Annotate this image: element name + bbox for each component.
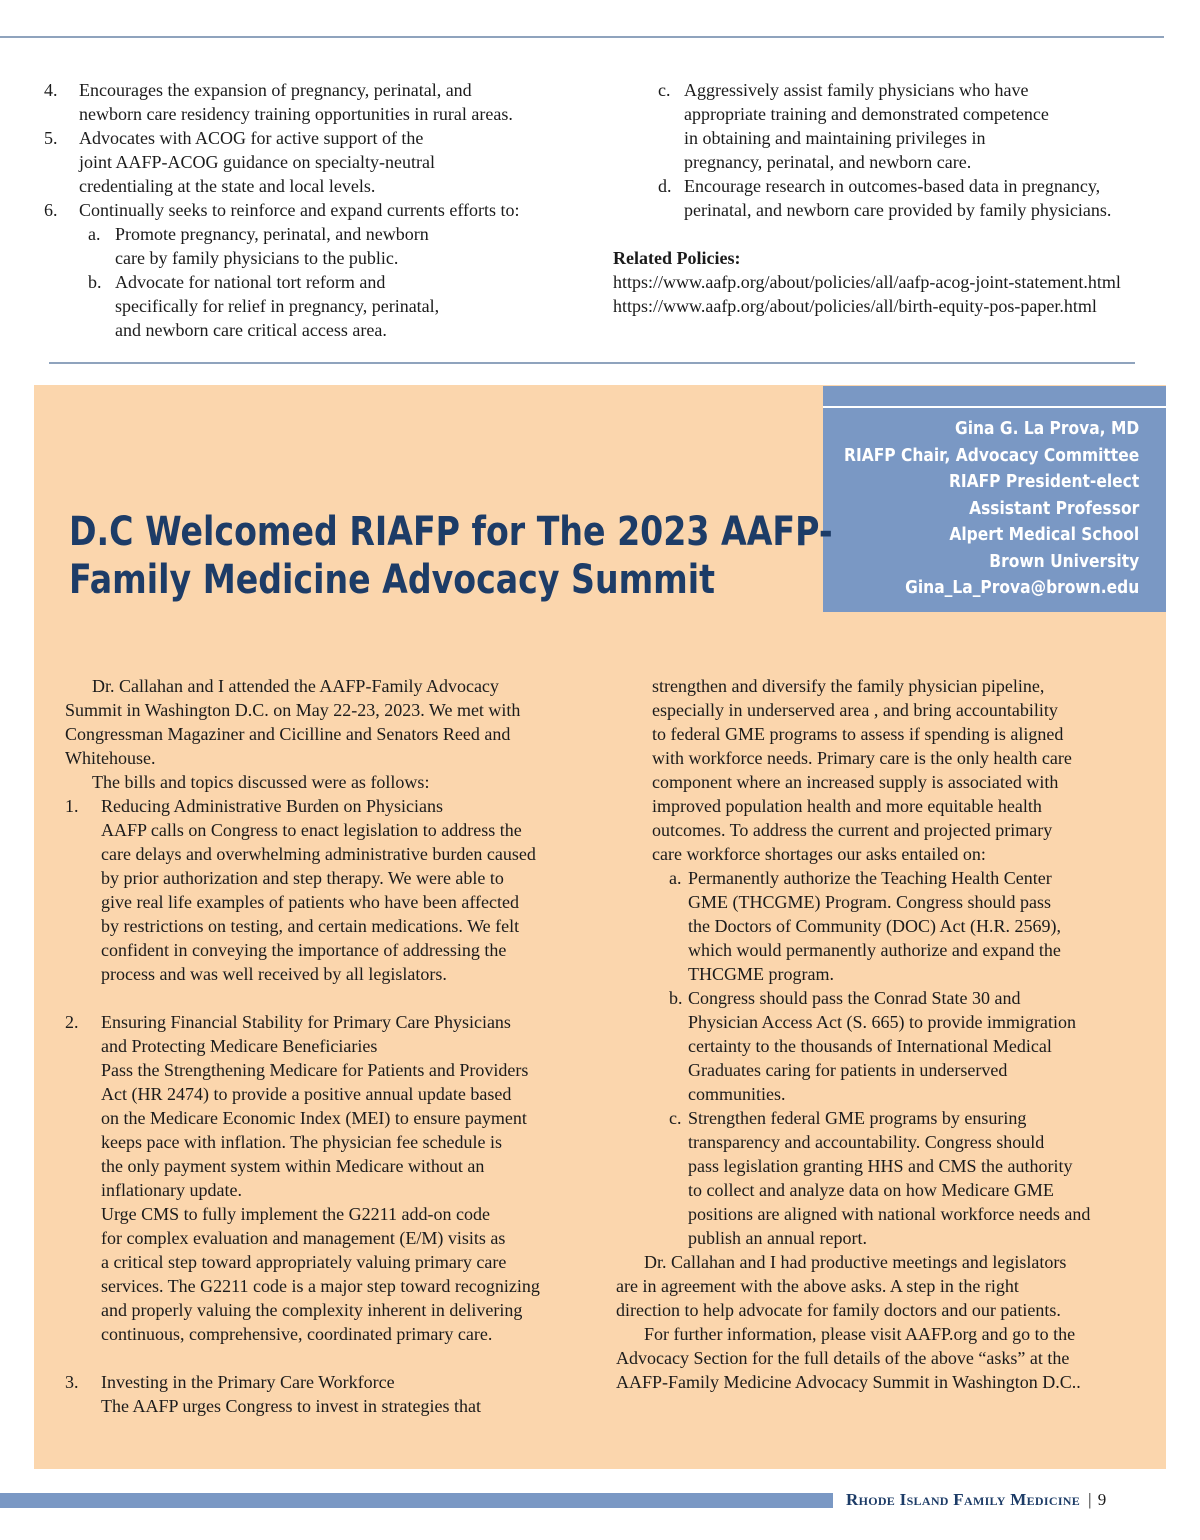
body-line: Advocacy Section for the full details of the above “asks” at the: [616, 1348, 1070, 1368]
item-line: in obtaining and maintaining privileges in: [684, 128, 986, 148]
item-line: give real life examples of patients who have been affected: [101, 892, 519, 912]
related-policy-link[interactable]: https://www.aafp.org/about/policies/all/birth-equity-pos-paper.html: [613, 296, 1097, 316]
item-line: which would permanently authorize and expand the: [688, 940, 1061, 960]
item-line: AAFP calls on Congress to enact legislation to address the: [101, 820, 522, 840]
item-line: on the Medicare Economic Index (MEI) to ensure payment: [101, 1108, 527, 1128]
item-line: perinatal, and newborn care provided by family physicians.: [684, 200, 1112, 220]
body-line: to federal GME programs to assess if spending is aligned: [652, 724, 1064, 744]
body-line: AAFP-Family Medicine Advocacy Summit in Washington D.C..: [616, 1372, 1081, 1392]
item-number: 3.: [65, 1372, 79, 1392]
author-role: RIAFP President-elect: [948, 471, 1139, 492]
item-line: Act (HR 2474) to provide a positive annual update based: [101, 1084, 512, 1104]
item-number: 4.: [44, 80, 58, 100]
item-line: Promote pregnancy, perinatal, and newborn: [115, 224, 429, 244]
item-line: specifically for relief in pregnancy, perinatal,: [115, 296, 440, 316]
body-line: improved population health and more equitable health: [652, 796, 1042, 816]
item-line: by restrictions on testing, and certain medications. We felt: [101, 916, 520, 936]
article-title-line: D.C Welcomed RIAFP for The 2023 AAFP-: [69, 509, 833, 555]
item-number: 6.: [44, 200, 58, 220]
item-line: pregnancy, perinatal, and newborn care.: [684, 152, 972, 172]
item-line: joint AAFP-ACOG guidance on specialty-neutral: [79, 152, 435, 172]
body-line: are in agreement with the above asks. A step in the right: [616, 1276, 1019, 1296]
body-line: For further information, please visit AAFP.org and go to the: [644, 1324, 1076, 1344]
item-line: Continually seeks to reinforce and expand currents efforts to:: [79, 200, 520, 220]
item-letter: d.: [658, 176, 672, 196]
body-line: Dr. Callahan and I had productive meetings and legislators: [644, 1252, 1067, 1272]
item-line: Congress should pass the Conrad State 30 and: [688, 988, 1021, 1008]
author-box-rule: [823, 406, 1166, 408]
item-line: care delays and overwhelming administrative burden caused: [101, 844, 536, 864]
item-line: the Doctors of Community (DOC) Act (H.R. 2569),: [688, 916, 1061, 936]
item-line: confident in conveying the importance of addressing the: [101, 940, 507, 960]
author-name: Gina G. La Prova, MD: [954, 418, 1139, 439]
author-info: [844, 416, 1139, 602]
author-box: [823, 386, 1166, 612]
author-org: Brown University: [989, 550, 1139, 572]
publication-name: Rhode Island Family Medicine: [846, 1490, 1081, 1509]
item-letter: b.: [669, 988, 683, 1008]
body-line: direction to help advocate for family doctors and our patients.: [616, 1300, 1061, 1320]
item-line: Strengthen federal GME programs by ensuring: [688, 1108, 1027, 1128]
item-line: and properly valuing the complexity inherent in delivering: [101, 1300, 523, 1320]
item-number: 5.: [44, 128, 58, 148]
item-line: continuous, comprehensive, coordinated primary care.: [101, 1324, 493, 1344]
ask-subitem-a: [616, 866, 1081, 986]
item-line: publish an annual report.: [688, 1228, 867, 1248]
item-line: a critical step toward appropriately valuing primary care: [101, 1252, 507, 1272]
item-line: credentialing at the state and local levels.: [79, 176, 376, 196]
item-line: Investing in the Primary Care Workforce: [101, 1372, 395, 1392]
item-line: newborn care residency training opportunities in rural areas.: [79, 104, 513, 124]
body-line: Summit in Washington D.C. on May 22-23, 2023. We met with: [65, 700, 521, 720]
item-line: the only payment system within Medicare without an: [101, 1156, 485, 1176]
author-role: Assistant Professor: [968, 497, 1139, 519]
item-line: Ensuring Financial Stability for Primary Care Physicians: [101, 1012, 511, 1032]
item-line: to collect and analyze data on how Medicare GME: [688, 1180, 1054, 1200]
item-line: Physician Access Act (S. 665) to provide immigration: [688, 1012, 1076, 1032]
item-line: positions are aligned with national workforce needs and: [688, 1204, 1091, 1224]
body-line: Dr. Callahan and I attended the AAFP-Family Advocacy: [92, 676, 499, 696]
item-line: appropriate training and demonstrated competence: [684, 104, 1049, 124]
topic-item-2: [65, 1010, 540, 1370]
body-line: Congressman Magaziner and Cicilline and Senators Reed and: [65, 724, 511, 744]
article-title: [69, 508, 833, 604]
item-line: Reducing Administrative Burden on Physicians: [101, 796, 443, 816]
item-line: services. The G2211 code is a major step toward recognizing: [101, 1276, 540, 1296]
body-line: The bills and topics discussed were as follows:: [92, 772, 430, 792]
item-line: Advocate for national tort reform and: [115, 272, 386, 292]
ask-subitem-b: [616, 986, 1081, 1106]
item-line: Advocates with ACOG for active support of the: [79, 128, 424, 148]
item-line: by prior authorization and step therapy. We were able to: [101, 868, 504, 888]
section-rule: [49, 362, 1135, 364]
item-line: transparency and accountability. Congress should: [688, 1132, 1045, 1152]
item-line: Aggressively assist family physicians who have: [684, 80, 1029, 100]
related-policies-heading: Related Policies:: [613, 248, 741, 268]
ask-subitem-c: [616, 1106, 1091, 1250]
topic-item-3: [65, 1370, 520, 1418]
body-line: strengthen and diversify the family physician pipeline,: [652, 676, 1045, 696]
item-line: pass legislation granting HHS and CMS the authority: [688, 1156, 1073, 1176]
item-letter: c.: [658, 80, 671, 100]
author-role: RIAFP Chair, Advocacy Committee: [843, 444, 1139, 466]
item-line: Urge CMS to fully implement the G2211 add-on code: [101, 1204, 490, 1224]
item-number: 1.: [65, 796, 79, 816]
item-line: GME (THCGME) Program. Congress should pass: [688, 892, 1051, 912]
topic-item-1: [65, 794, 536, 1010]
author-email[interactable]: Gina_La_Prova@brown.edu: [904, 577, 1139, 598]
article-left-column: [65, 674, 540, 1418]
item-letter: a.: [669, 868, 682, 888]
item-line: THCGME program.: [688, 964, 834, 984]
item-line: and newborn care critical access area.: [115, 320, 387, 340]
related-policy-link[interactable]: https://www.aafp.org/about/policies/all/aafp-acog-joint-statement.html: [613, 272, 1121, 292]
article-title-line: Family Medicine Advocacy Summit: [69, 557, 716, 603]
item-line: Encourage research in outcomes-based data in pregnancy,: [684, 176, 1101, 196]
item-line: communities.: [688, 1084, 786, 1104]
item-line: certainty to the thousands of International Medical: [688, 1036, 1052, 1056]
item-line: and Protecting Medicare Beneficiaries: [101, 1036, 378, 1056]
article-right-column: [616, 674, 1091, 1394]
body-line: with workforce needs. Primary care is the only health care: [652, 748, 1072, 768]
item-letter: b.: [88, 272, 102, 292]
item-letter: a.: [88, 224, 101, 244]
item-line: process and was well received by all legislators.: [101, 964, 447, 984]
workforce-continued: [616, 674, 1081, 866]
author-org: Alpert Medical School: [949, 524, 1139, 545]
footer-bar: [0, 1493, 833, 1508]
top-rule: [0, 36, 1164, 38]
item-line: The AAFP urges Congress to invest in strategies that: [101, 1396, 481, 1416]
item-line: Encourages the expansion of pregnancy, perinatal, and: [79, 80, 472, 100]
item-line: care by family physicians to the public.: [115, 248, 399, 268]
body-line: outcomes. To address the current and projected primary: [652, 820, 1053, 840]
body-line: Whitehouse.: [65, 748, 156, 768]
body-line: especially in underserved area , and bring accountability: [652, 700, 1058, 720]
item-letter: c.: [669, 1108, 682, 1128]
item-number: 2.: [65, 1012, 79, 1032]
related-policies: [613, 246, 1121, 318]
item-line: Graduates caring for patients in underserved: [688, 1060, 1008, 1080]
page-number: 9: [1097, 1490, 1107, 1509]
item-line: Pass the Strengthening Medicare for Patients and Providers: [101, 1060, 529, 1080]
item-line: keeps pace with inflation. The physician fee schedule is: [101, 1132, 503, 1152]
page-footer: [846, 1490, 1107, 1510]
footer-separator: |: [1088, 1490, 1092, 1509]
item-line: inflationary update.: [101, 1180, 242, 1200]
item-line: for complex evaluation and management (E/M) visits as: [101, 1228, 506, 1248]
body-line: care workforce shortages our asks entailed on:: [652, 844, 986, 864]
item-line: Permanently authorize the Teaching Health Center: [688, 868, 1052, 888]
body-line: component where an increased supply is associated with: [652, 772, 1059, 792]
